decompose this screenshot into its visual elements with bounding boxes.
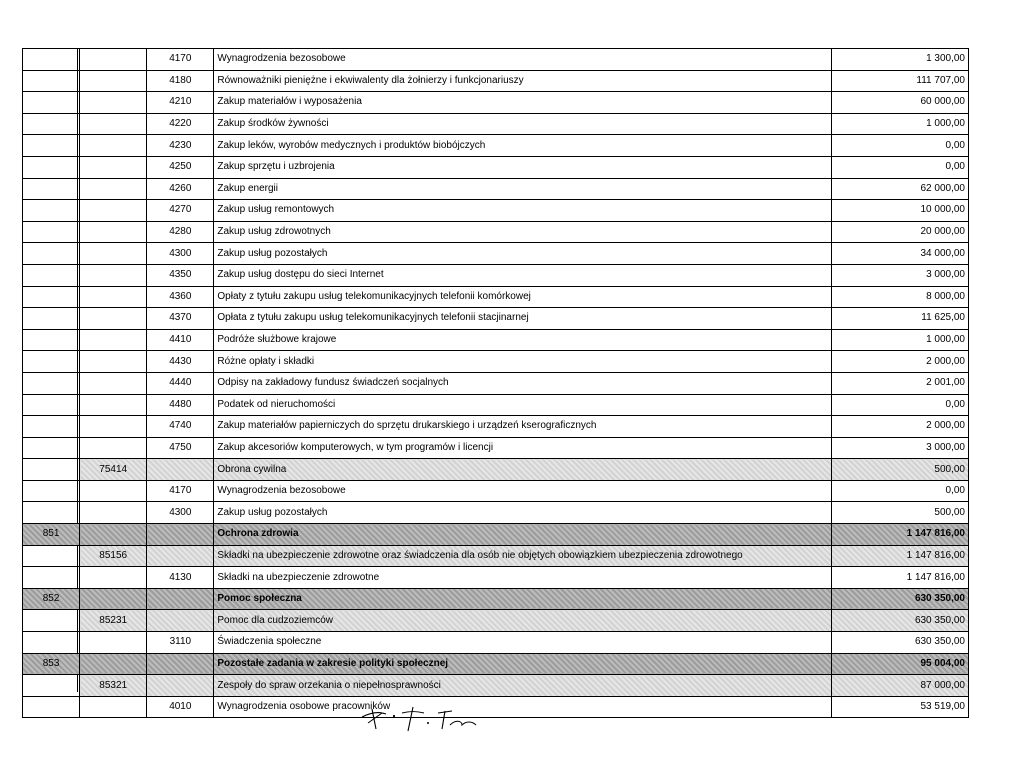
dzial-cell (23, 178, 80, 200)
rozdzial-cell (80, 372, 147, 394)
rozdzial-cell (80, 588, 147, 610)
amount-cell: 111 707,00 (831, 70, 968, 92)
name-cell: Pomoc społeczna (214, 588, 831, 610)
dzial-cell (23, 351, 80, 373)
rozdzial-cell (80, 394, 147, 416)
dzial-cell (23, 545, 80, 567)
dzial-cell (23, 286, 80, 308)
table-row (23, 221, 969, 243)
name-cell: Świadczenia społeczne (214, 632, 831, 654)
table-row (23, 243, 969, 265)
name-cell: Zakup usług remontowych (214, 200, 831, 222)
dzial-cell (23, 372, 80, 394)
rozdzial-cell (80, 480, 147, 502)
amount-cell: 1 000,00 (831, 329, 968, 351)
amount-cell: 34 000,00 (831, 243, 968, 265)
table-row (23, 545, 969, 567)
rozdzial-cell (80, 696, 147, 718)
amount-cell: 1 000,00 (831, 113, 968, 135)
dzial-cell: 852 (23, 588, 80, 610)
budget-table-body (23, 49, 969, 718)
dzial-cell (23, 49, 80, 71)
paragraf-cell: 4230 (147, 135, 214, 157)
rozdzial-cell (80, 243, 147, 265)
table-row (23, 416, 969, 438)
name-cell: Zakup materiałów i wyposażenia (214, 92, 831, 114)
dzial-cell (23, 113, 80, 135)
dzial-cell (23, 502, 80, 524)
rozdzial-cell (80, 221, 147, 243)
budget-table (22, 48, 969, 718)
paragraf-cell (147, 459, 214, 481)
name-cell: Odpisy na zakładowy fundusz świadczeń socjalnych (214, 372, 831, 394)
table-row (23, 178, 969, 200)
name-cell: Zakup usług pozostałych (214, 243, 831, 265)
rozdzial-cell (80, 135, 147, 157)
dzial-cell (23, 675, 80, 697)
name-cell: Obrona cywilna (214, 459, 831, 481)
rozdzial-cell (80, 351, 147, 373)
table-row (23, 49, 969, 71)
name-cell: Składki na ubezpieczenie zdrowotne (214, 567, 831, 589)
amount-cell: 500,00 (831, 459, 968, 481)
amount-cell: 0,00 (831, 394, 968, 416)
rozdzial-cell (80, 178, 147, 200)
table-row (23, 70, 969, 92)
amount-cell: 630 350,00 (831, 610, 968, 632)
dzial-cell (23, 416, 80, 438)
paragraf-cell (147, 675, 214, 697)
amount-cell: 53 519,00 (831, 696, 968, 718)
amount-cell: 95 004,00 (831, 653, 968, 675)
dzial-cell (23, 632, 80, 654)
paragraf-cell: 4370 (147, 308, 214, 330)
paragraf-cell (147, 524, 214, 546)
name-cell: Zakup materiałów papierniczych do sprzętu drukarskiego i urządzeń kserograficznych (214, 416, 831, 438)
table-row (23, 632, 969, 654)
amount-cell: 87 000,00 (831, 675, 968, 697)
dzial-cell (23, 92, 80, 114)
name-cell: Zakup usług pozostałych (214, 502, 831, 524)
paragraf-cell: 4270 (147, 200, 214, 222)
paragraf-cell: 4260 (147, 178, 214, 200)
paragraf-cell: 4360 (147, 286, 214, 308)
rozdzial-cell (80, 264, 147, 286)
dzial-cell (23, 480, 80, 502)
amount-cell: 500,00 (831, 502, 968, 524)
rozdzial-cell (80, 92, 147, 114)
table-row (23, 135, 969, 157)
name-cell: Zakup energii (214, 178, 831, 200)
dzial-cell (23, 567, 80, 589)
paragraf-cell (147, 588, 214, 610)
amount-cell: 2 000,00 (831, 416, 968, 438)
amount-cell: 60 000,00 (831, 92, 968, 114)
amount-cell: 1 300,00 (831, 49, 968, 71)
table-row (23, 92, 969, 114)
paragraf-cell: 4300 (147, 502, 214, 524)
dzial-cell: 853 (23, 653, 80, 675)
dzial-cell (23, 329, 80, 351)
table-row (23, 264, 969, 286)
amount-cell: 0,00 (831, 480, 968, 502)
dzial-cell (23, 394, 80, 416)
table-row (23, 308, 969, 330)
amount-cell: 0,00 (831, 135, 968, 157)
amount-cell: 8 000,00 (831, 286, 968, 308)
paragraf-cell: 4210 (147, 92, 214, 114)
amount-cell: 2 000,00 (831, 351, 968, 373)
name-cell: Składki na ubezpieczenie zdrowotne oraz świadczenia dla osób nie objętych obowiązkiem ubezpieczenia zdrowotnego (214, 545, 831, 567)
name-cell: Opłata z tytułu zakupu usług telekomunikacyjnych telefonii stacjinarnej (214, 308, 831, 330)
amount-cell: 10 000,00 (831, 200, 968, 222)
name-cell: Podróże służbowe krajowe (214, 329, 831, 351)
rozdzial-cell (80, 416, 147, 438)
amount-cell: 62 000,00 (831, 178, 968, 200)
table-row (23, 437, 969, 459)
rozdzial-cell (80, 437, 147, 459)
amount-cell: 1 147 816,00 (831, 545, 968, 567)
rozdzial-cell: 85231 (80, 610, 147, 632)
table-row (23, 286, 969, 308)
paragraf-cell: 4180 (147, 70, 214, 92)
amount-cell: 1 147 816,00 (831, 524, 968, 546)
dzial-cell (23, 437, 80, 459)
paragraf-cell: 4220 (147, 113, 214, 135)
name-cell: Wynagrodzenia bezosobowe (214, 480, 831, 502)
paragraf-cell (147, 653, 214, 675)
table-row (23, 567, 969, 589)
rozdzial-cell (80, 329, 147, 351)
rozdzial-cell (80, 567, 147, 589)
table-row (23, 502, 969, 524)
name-cell: Wynagrodzenia bezosobowe (214, 49, 831, 71)
dzial-cell (23, 70, 80, 92)
rozdzial-cell (80, 70, 147, 92)
rozdzial-cell: 85321 (80, 675, 147, 697)
table-row (23, 200, 969, 222)
table-row (23, 113, 969, 135)
rozdzial-cell (80, 524, 147, 546)
paragraf-cell: 4350 (147, 264, 214, 286)
amount-cell: 3 000,00 (831, 264, 968, 286)
table-row (23, 372, 969, 394)
rozdzial-cell: 75414 (80, 459, 147, 481)
name-cell: Pozostałe zadania w zakresie polityki społecznej (214, 653, 831, 675)
paragraf-cell: 4480 (147, 394, 214, 416)
table-row (23, 675, 969, 697)
dzial-cell (23, 200, 80, 222)
name-cell: Podatek od nieruchomości (214, 394, 831, 416)
paragraf-cell: 4410 (147, 329, 214, 351)
name-cell: Wynagrodzenia osobowe pracowników (214, 696, 831, 718)
name-cell: Pomoc dla cudzoziemców (214, 610, 831, 632)
amount-cell: 3 000,00 (831, 437, 968, 459)
paragraf-cell: 4130 (147, 567, 214, 589)
paragraf-cell (147, 545, 214, 567)
dzial-cell: 851 (23, 524, 80, 546)
table-row (23, 653, 969, 675)
name-cell: Różne opłaty i składki (214, 351, 831, 373)
name-cell: Zakup środków żywności (214, 113, 831, 135)
dzial-cell (23, 243, 80, 265)
paragraf-cell: 4170 (147, 49, 214, 71)
paragraf-cell: 4440 (147, 372, 214, 394)
rozdzial-cell (80, 156, 147, 178)
paragraf-cell: 3110 (147, 632, 214, 654)
dzial-cell (23, 308, 80, 330)
dzial-cell (23, 459, 80, 481)
amount-cell: 11 625,00 (831, 308, 968, 330)
paragraf-cell: 4170 (147, 480, 214, 502)
paragraf-cell: 4300 (147, 243, 214, 265)
handwritten-signature (358, 699, 488, 735)
name-cell: Zakup sprzętu i uzbrojenia (214, 156, 831, 178)
name-cell: Równoważniki pieniężne i ekwiwalenty dla żołnierzy i funkcjonariuszy (214, 70, 831, 92)
name-cell: Zakup usług dostępu do sieci Internet (214, 264, 831, 286)
rozdzial-cell (80, 286, 147, 308)
dzial-cell (23, 264, 80, 286)
paragraf-cell: 4740 (147, 416, 214, 438)
rozdzial-cell (80, 632, 147, 654)
paragraf-cell: 4750 (147, 437, 214, 459)
amount-cell: 630 350,00 (831, 632, 968, 654)
table-row (23, 459, 969, 481)
rozdzial-cell (80, 308, 147, 330)
name-cell: Zakup leków, wyrobów medycznych i produktów biobójczych (214, 135, 831, 157)
rozdzial-cell (80, 49, 147, 71)
dzial-cell (23, 221, 80, 243)
amount-cell: 20 000,00 (831, 221, 968, 243)
name-cell: Zakup akcesoriów komputerowych, w tym programów i licencji (214, 437, 831, 459)
paragraf-cell: 4430 (147, 351, 214, 373)
dzial-cell (23, 696, 80, 718)
table-row (23, 351, 969, 373)
dzial-cell (23, 135, 80, 157)
rozdzial-cell: 85156 (80, 545, 147, 567)
dzial-cell (23, 156, 80, 178)
rozdzial-cell (80, 502, 147, 524)
amount-cell: 0,00 (831, 156, 968, 178)
name-cell: Zespoły do spraw orzekania o niepełnosprawności (214, 675, 831, 697)
paragraf-cell (147, 610, 214, 632)
table-row (23, 610, 969, 632)
amount-cell: 630 350,00 (831, 588, 968, 610)
name-cell: Zakup usług zdrowotnych (214, 221, 831, 243)
paragraf-cell: 4250 (147, 156, 214, 178)
table-row (23, 524, 969, 546)
table-row (23, 588, 969, 610)
dzial-cell (23, 610, 80, 632)
name-cell: Opłaty z tytułu zakupu usług telekomunikacyjnych telefonii komórkowej (214, 286, 831, 308)
paragraf-cell: 4010 (147, 696, 214, 718)
table-row (23, 156, 969, 178)
name-cell: Ochrona zdrowia (214, 524, 831, 546)
amount-cell: 2 001,00 (831, 372, 968, 394)
table-row (23, 480, 969, 502)
rozdzial-cell (80, 653, 147, 675)
table-row (23, 329, 969, 351)
rozdzial-cell (80, 200, 147, 222)
table-row (23, 696, 969, 718)
rozdzial-cell (80, 113, 147, 135)
paragraf-cell: 4280 (147, 221, 214, 243)
table-row (23, 394, 969, 416)
amount-cell: 1 147 816,00 (831, 567, 968, 589)
